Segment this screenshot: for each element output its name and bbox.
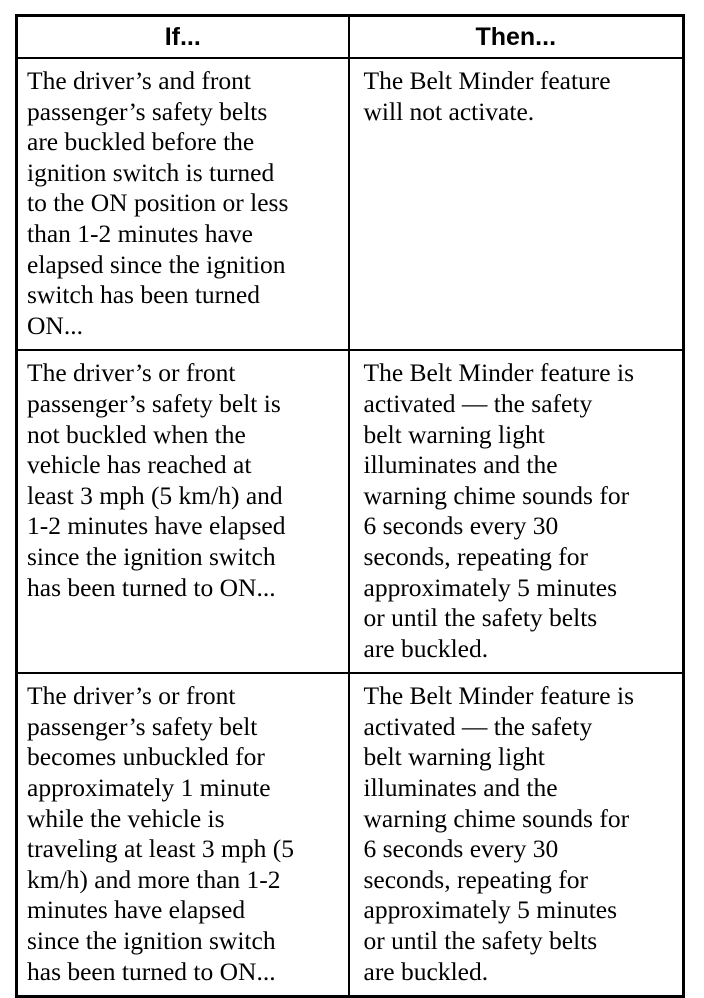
if-text-line: passenger’s safety belt is <box>27 388 281 418</box>
then-text-line: seconds, repeating for <box>363 864 588 894</box>
then-text-line: The Belt Minder feature is <box>363 681 634 711</box>
belt-minder-table <box>15 14 685 998</box>
if-text-line: km/h) and more than 1-2 <box>27 864 281 894</box>
table-row <box>17 350 684 673</box>
then-text-line: or until the safety belts <box>363 603 598 633</box>
then-text-line: 6 seconds every 30 <box>363 834 559 864</box>
then-text-line: will not activate. <box>363 96 535 126</box>
if-text-line: The driver’s and front <box>27 66 251 95</box>
if-text-line: becomes unbuckled for <box>27 742 265 772</box>
then-text-line: are buckled. <box>363 956 489 986</box>
if-text-line: since the ignition switch <box>27 926 276 956</box>
then-text-line: or until the safety belts <box>363 926 598 956</box>
if-text-line: passenger’s safety belts <box>27 96 268 126</box>
if-column-header: If... <box>17 16 349 59</box>
then-cell <box>349 58 684 350</box>
table-row <box>17 58 684 350</box>
then-text-line: 6 seconds every 30 <box>363 511 559 541</box>
then-text-line: belt warning light <box>363 742 545 772</box>
then-text-line: approximately 5 minutes <box>363 572 618 602</box>
if-text-line: ignition switch is turned <box>27 157 275 187</box>
if-text-line: The driver’s or front <box>27 681 236 711</box>
then-text-line: activated — the safety <box>363 711 593 741</box>
if-text-line: traveling at least 3 mph (5 <box>27 834 294 864</box>
if-text-line: The driver’s or front <box>27 358 236 388</box>
if-text-line: has been turned to ON... <box>27 572 276 602</box>
then-text-line: are buckled. <box>363 633 489 663</box>
if-cell <box>17 350 349 673</box>
if-cell <box>17 673 349 996</box>
then-text-line: activated — the safety <box>363 388 593 418</box>
if-text-line: vehicle has reached at <box>27 450 252 480</box>
then-text-line: The Belt Minder feature <box>363 66 611 95</box>
if-text-line: passenger’s safety belt <box>27 711 258 741</box>
then-text-line: warning chime sounds for <box>363 803 630 833</box>
then-text-line: approximately 5 minutes <box>363 895 618 925</box>
if-text-line: not buckled when the <box>27 419 246 449</box>
then-cell <box>349 673 684 996</box>
if-text-line: while the vehicle is <box>27 803 225 833</box>
table-row <box>17 673 684 996</box>
if-text-line: elapsed since the ignition <box>27 249 286 279</box>
if-text-line: has been turned to ON... <box>27 956 276 986</box>
if-text-line: switch has been turned <box>27 280 260 310</box>
if-text-line: approximately 1 minute <box>27 773 271 803</box>
then-column-header: Then... <box>349 16 684 59</box>
then-text-line: The Belt Minder feature is <box>363 358 634 388</box>
if-text-line: ON... <box>27 310 83 340</box>
if-text-line: 1-2 minutes have elapsed <box>27 511 286 541</box>
if-text-line: to the ON position or less <box>27 188 289 218</box>
if-text-line: least 3 mph (5 km/h) and <box>27 480 283 510</box>
if-text-line: since the ignition switch <box>27 541 276 571</box>
if-text-line: are buckled before the <box>27 127 255 157</box>
then-text-line: seconds, repeating for <box>363 541 588 571</box>
header-row <box>17 16 684 59</box>
then-text-line: illuminates and the <box>363 450 558 480</box>
if-text-line: minutes have elapsed <box>27 895 246 925</box>
if-cell <box>17 58 349 350</box>
then-cell <box>349 350 684 673</box>
then-text-line: warning chime sounds for <box>363 480 630 510</box>
then-text-line: belt warning light <box>363 419 545 449</box>
if-text-line: than 1-2 minutes have <box>27 218 253 248</box>
then-text-line: illuminates and the <box>363 773 558 803</box>
